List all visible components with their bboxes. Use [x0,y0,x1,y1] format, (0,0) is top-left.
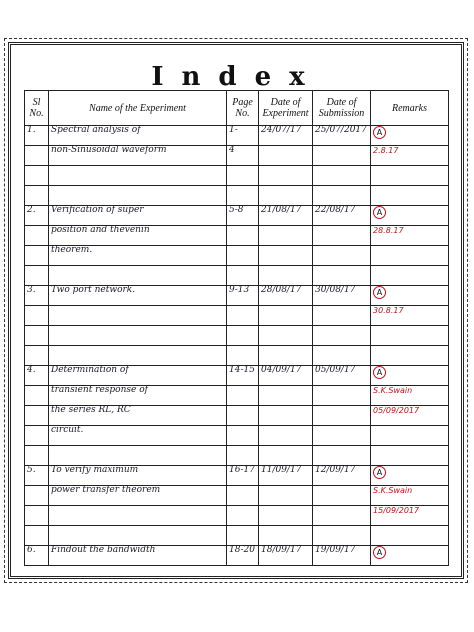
cell-submission [313,286,371,306]
cell-name [49,186,227,206]
cell-remarks [371,226,449,246]
table-row [25,386,449,406]
cell-remarks [371,426,449,446]
cell-date [259,486,313,506]
cell-remarks [371,446,449,466]
grade-stamp: A [373,366,386,379]
cell-date [259,326,313,346]
cell-name [49,306,227,326]
cell-name [49,166,227,186]
cell-sl [25,166,49,186]
cell-sl [25,286,49,306]
cell-page [227,126,259,146]
cell-date [259,126,313,146]
header-row [25,91,449,126]
handwritten-text: 1- [229,125,238,135]
handwritten-text: 11/09/17 [261,465,302,475]
cell-date [259,246,313,266]
cell-submission [313,146,371,166]
cell-submission [313,386,371,406]
handwritten-text: 24/07/17 [261,125,302,135]
cell-sl [25,246,49,266]
cell-page [227,386,259,406]
header-page-no: Page No. [227,91,259,126]
cell-page [227,326,259,346]
cell-name [49,226,227,246]
cell-sl [25,306,49,326]
handwritten-text: position and thevenin [51,225,150,235]
cell-remarks [371,406,449,426]
cell-submission [313,526,371,546]
cell-submission [313,426,371,446]
cell-sl [25,426,49,446]
table-row [25,426,449,446]
cell-page [227,526,259,546]
table-row [25,286,449,306]
header-date-submission: Date of Submission [313,91,371,126]
grade-stamp: A [373,546,386,559]
handwritten-text: 18/09/17 [261,545,302,555]
cell-date [259,266,313,286]
cell-submission [313,466,371,486]
cell-sl [25,466,49,486]
handwritten-text: To verify maximum [51,465,139,475]
cell-page [227,366,259,386]
header-name: Name of the Experiment [49,91,227,126]
cell-remarks [371,286,449,306]
handwritten-text: Spectral analysis of [51,125,141,135]
cell-name [49,506,227,526]
handwritten-text: 19/09/17 [315,545,356,555]
cell-submission [313,506,371,526]
cell-submission [313,226,371,246]
cell-submission [313,306,371,326]
cell-page [227,226,259,246]
cell-name [49,466,227,486]
cell-name [49,366,227,386]
cell-remarks [371,546,449,566]
handwritten-text: transient response of [51,385,148,395]
cell-submission [313,366,371,386]
handwritten-text: 16-17 [229,465,255,475]
cell-sl [25,406,49,426]
cell-page [227,206,259,226]
cell-submission [313,126,371,146]
cell-remarks [371,526,449,546]
table-row [25,326,449,346]
cell-sl [25,186,49,206]
cell-date [259,206,313,226]
cell-sl [25,506,49,526]
table-row [25,206,449,226]
cell-name [49,546,227,566]
cell-sl [25,346,49,366]
cell-submission [313,406,371,426]
cell-name [49,246,227,266]
handwritten-text: theorem. [51,245,93,255]
cell-page [227,286,259,306]
cell-date [259,426,313,446]
index-table [24,90,449,566]
table-row [25,486,449,506]
signature-text: 15/09/2017 [373,506,420,515]
cell-page [227,266,259,286]
handwritten-text: 25/07/2017 [315,125,367,135]
grade-stamp: A [373,286,386,299]
handwritten-text: 5. [27,465,36,475]
cell-date [259,186,313,206]
cell-submission [313,266,371,286]
cell-submission [313,326,371,346]
cell-submission [313,246,371,266]
cell-date [259,346,313,366]
cell-sl [25,446,49,466]
cell-page [227,146,259,166]
cell-remarks [371,186,449,206]
handwritten-text: Determination of [51,365,129,375]
table-row [25,406,449,426]
table-row [25,466,449,486]
table-row [25,246,449,266]
signature-text: 28.8.17 [373,226,404,235]
cell-page [227,306,259,326]
cell-remarks [371,486,449,506]
cell-date [259,466,313,486]
cell-name [49,446,227,466]
cell-sl [25,146,49,166]
cell-date [259,286,313,306]
table-row [25,186,449,206]
table-row [25,546,449,566]
handwritten-text: 5-8 [229,205,244,215]
grade-stamp: A [373,126,386,139]
cell-sl [25,206,49,226]
handwritten-text: 18-20 [229,545,255,555]
cell-name [49,346,227,366]
cell-name [49,426,227,446]
table-row [25,266,449,286]
grade-stamp: A [373,466,386,479]
cell-date [259,386,313,406]
table-row [25,126,449,146]
cell-remarks [371,266,449,286]
cell-remarks [371,306,449,326]
table-row [25,166,449,186]
cell-page [227,426,259,446]
cell-page [227,406,259,426]
handwritten-text: Verification of super [51,205,144,215]
handwritten-text: 3. [27,285,36,295]
signature-text: 05/09/2017 [373,406,420,415]
cell-sl [25,526,49,546]
cell-name [49,286,227,306]
handwritten-text: 4 [229,145,235,155]
signature-text: S.K.Swain [373,386,413,395]
cell-name [49,146,227,166]
table-row [25,346,449,366]
cell-submission [313,206,371,226]
cell-remarks [371,366,449,386]
cell-sl [25,226,49,246]
handwritten-text: 28/08/17 [261,285,302,295]
handwritten-text: 21/08/17 [261,205,302,215]
table-row [25,506,449,526]
cell-remarks [371,206,449,226]
handwritten-text: 14-15 [229,365,255,375]
cell-date [259,406,313,426]
cell-date [259,306,313,326]
handwritten-text: 2. [27,205,36,215]
handwritten-text: Two port network. [51,285,136,295]
cell-sl [25,486,49,506]
cell-page [227,186,259,206]
cell-remarks [371,246,449,266]
cell-remarks [371,126,449,146]
handwritten-text: 4. [27,365,36,375]
signature-text: S.K.Swain [373,486,413,495]
cell-page [227,446,259,466]
cell-submission [313,446,371,466]
cell-sl [25,126,49,146]
cell-submission [313,486,371,506]
handwritten-text: the series RL, RC [51,405,131,415]
table-row [25,226,449,246]
cell-submission [313,186,371,206]
cell-page [227,486,259,506]
cell-remarks [371,166,449,186]
cell-submission [313,346,371,366]
cell-date [259,546,313,566]
grade-stamp: A [373,206,386,219]
cell-date [259,526,313,546]
cell-page [227,546,259,566]
cell-sl [25,266,49,286]
table-row [25,366,449,386]
handwritten-text: 05/09/17 [315,365,356,375]
header-date-experiment: Date of Experiment [259,91,313,126]
handwritten-text: 12/09/17 [315,465,356,475]
cell-remarks [371,326,449,346]
header-sl-no: Sl No. [25,91,49,126]
cell-remarks [371,346,449,366]
table-row [25,446,449,466]
cell-remarks [371,466,449,486]
cell-name [49,526,227,546]
handwritten-text: circuit. [51,425,84,435]
cell-remarks [371,146,449,166]
handwritten-text: 1. [27,125,36,135]
handwritten-text: 30/08/17 [315,285,356,295]
cell-sl [25,326,49,346]
cell-remarks [371,506,449,526]
cell-page [227,466,259,486]
handwritten-text: 9-13 [229,285,250,295]
cell-page [227,166,259,186]
table-row [25,526,449,546]
cell-sl [25,546,49,566]
signature-text: 30.8.17 [373,306,404,315]
cell-name [49,486,227,506]
cell-date [259,366,313,386]
cell-date [259,146,313,166]
handwritten-text: 04/09/17 [261,365,302,375]
signature-text: 2.8.17 [373,146,399,155]
page-title: Index [151,62,323,92]
header-remarks: Remarks [371,91,449,126]
cell-name [49,206,227,226]
handwritten-text: Findout the bandwidth [51,545,156,555]
handwritten-text: non-Sinusoidal waveform [51,145,167,155]
cell-date [259,226,313,246]
cell-name [49,126,227,146]
cell-date [259,446,313,466]
cell-sl [25,386,49,406]
handwritten-text: 22/08/17 [315,205,356,215]
cell-name [49,266,227,286]
cell-name [49,326,227,346]
cell-date [259,166,313,186]
handwritten-text: power transfer theorem [51,485,161,495]
table-row [25,306,449,326]
cell-page [227,506,259,526]
cell-page [227,246,259,266]
cell-name [49,406,227,426]
cell-name [49,386,227,406]
cell-submission [313,546,371,566]
cell-submission [313,166,371,186]
table-row [25,146,449,166]
cell-date [259,506,313,526]
cell-remarks [371,386,449,406]
cell-sl [25,366,49,386]
cell-page [227,346,259,366]
handwritten-text: 6. [27,545,36,555]
